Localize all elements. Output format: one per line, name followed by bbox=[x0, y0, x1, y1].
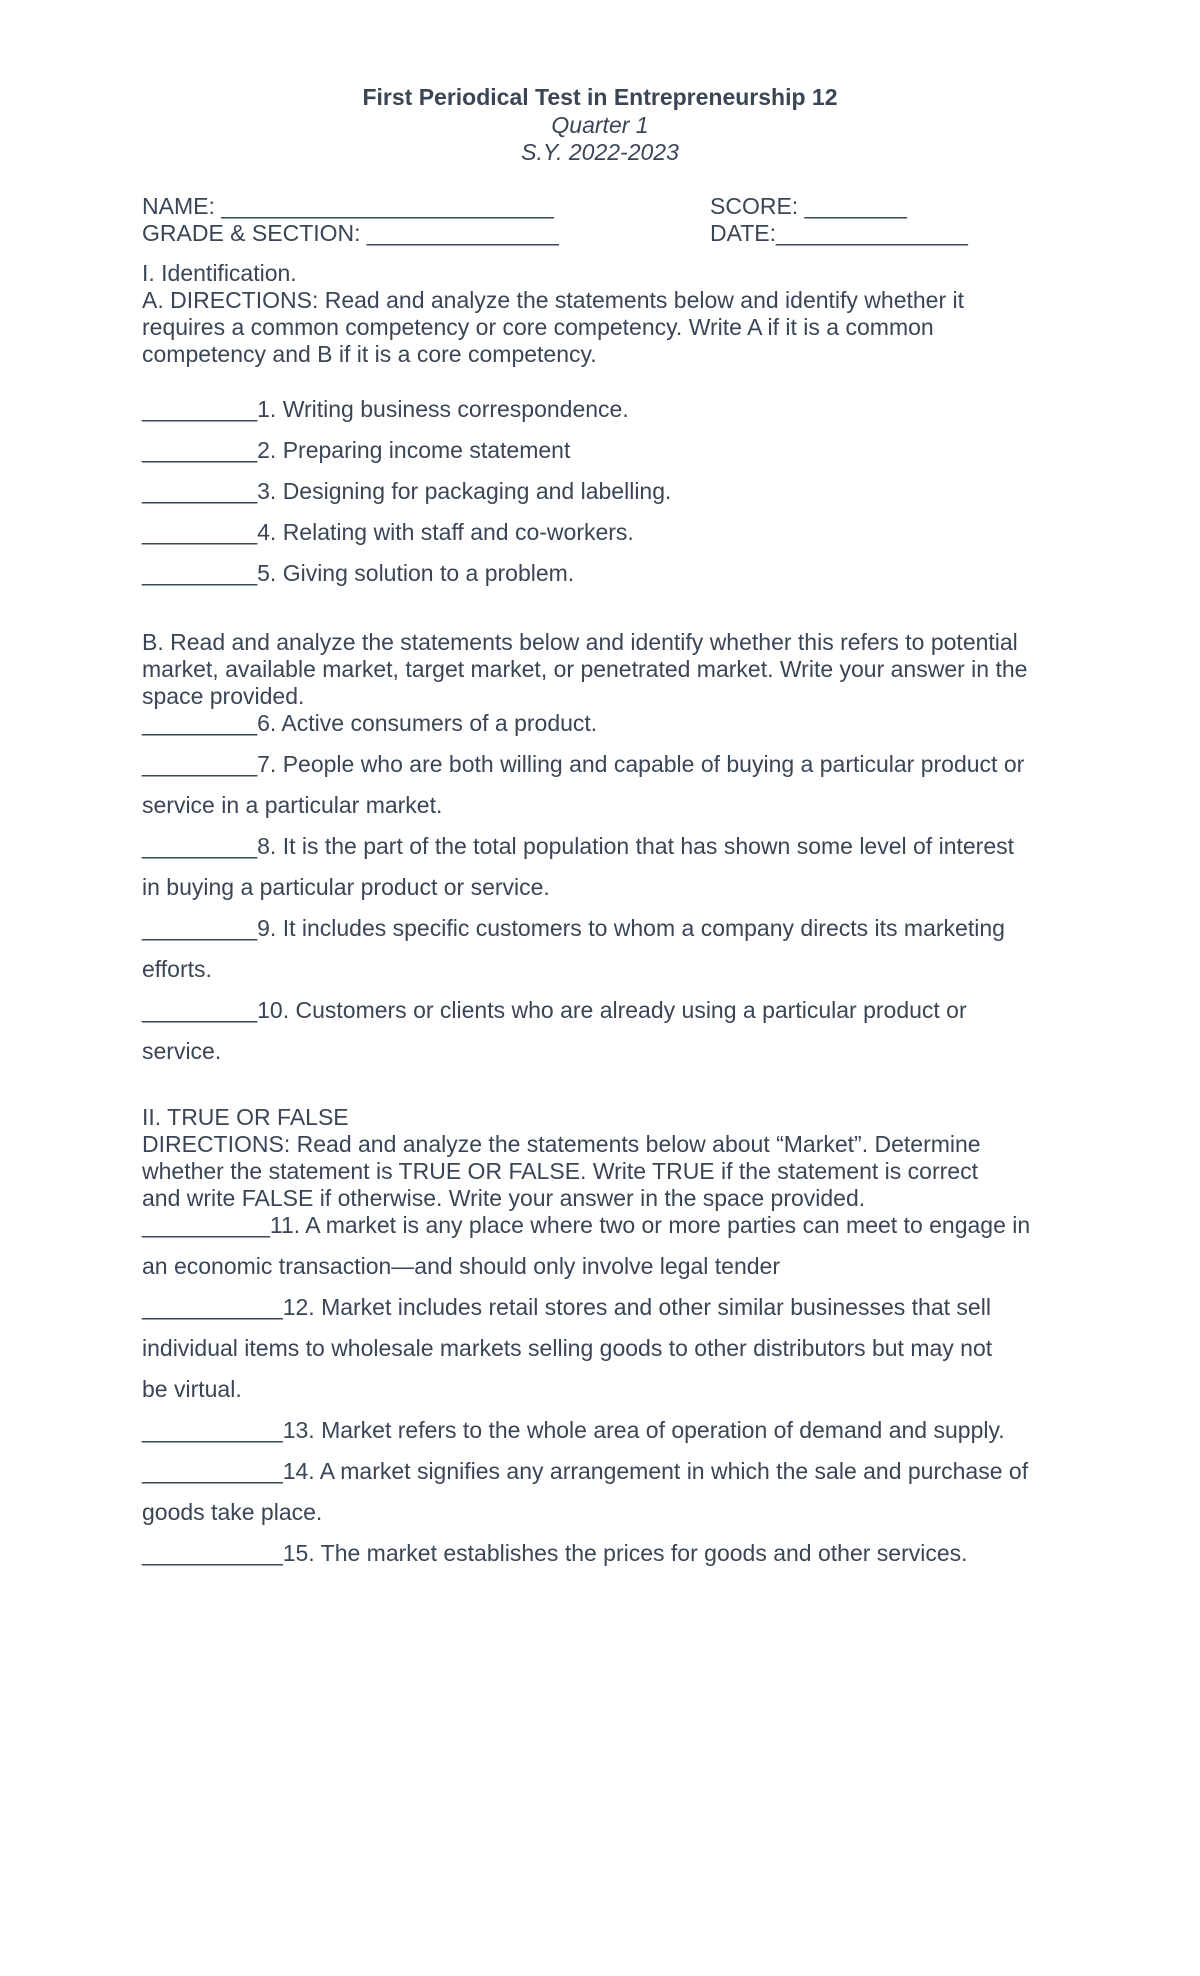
directions-b-line: market, available market, target market, or penetrated market. Write your answer in the bbox=[142, 656, 1028, 682]
grade-section-field: GRADE & SECTION: _______________ bbox=[142, 220, 559, 246]
question-6: _________6. Active consumers of a product. bbox=[142, 710, 598, 736]
directions-a-line: A. DIRECTIONS: Read and analyze the statements below and identify whether it bbox=[142, 287, 965, 313]
part2-directions-line: and write FALSE if otherwise. Write your answer in the space provided. bbox=[142, 1185, 866, 1211]
directions-b-line: B. Read and analyze the statements below and identify whether this refers to potential bbox=[142, 629, 1018, 655]
question-8-continued: in buying a particular product or service. bbox=[142, 874, 550, 900]
directions-b-line: space provided. bbox=[142, 683, 305, 709]
part2-directions-line: DIRECTIONS: Read and analyze the statements below about “Market”. Determine bbox=[142, 1131, 981, 1157]
question-1: _________1. Writing business correspondence. bbox=[142, 396, 629, 422]
part1-heading: I. Identification. bbox=[142, 260, 297, 286]
question-11: __________11. A market is any place where two or more parties can meet to engage in bbox=[142, 1212, 1031, 1238]
question-14-continued: goods take place. bbox=[142, 1499, 323, 1525]
part2-directions-line: whether the statement is TRUE OR FALSE. Write TRUE if the statement is correct bbox=[142, 1158, 978, 1184]
question-9-continued: efforts. bbox=[142, 956, 212, 982]
question-11-continued: an economic transaction—and should only involve legal tender bbox=[142, 1253, 781, 1279]
question-3: _________3. Designing for packaging and labelling. bbox=[142, 478, 672, 504]
question-15: ___________15. The market establishes the prices for goods and other services. bbox=[142, 1540, 968, 1566]
score-field: SCORE: ________ bbox=[710, 193, 907, 219]
question-7: _________7. People who are both willing and capable of buying a particular product or bbox=[142, 751, 1025, 777]
question-10-continued: service. bbox=[142, 1038, 222, 1064]
quarter-label: Quarter 1 bbox=[551, 112, 649, 138]
directions-a-line: competency and B if it is a core competency. bbox=[142, 341, 597, 367]
question-4: _________4. Relating with staff and co-workers. bbox=[142, 519, 634, 545]
question-5: _________5. Giving solution to a problem. bbox=[142, 560, 575, 586]
question-9: _________9. It includes specific customers to whom a company directs its marketing bbox=[142, 915, 1005, 941]
name-field: NAME: __________________________ bbox=[142, 193, 554, 219]
part2-heading: II. TRUE OR FALSE bbox=[142, 1104, 349, 1130]
question-12-continued: individual items to wholesale markets selling goods to other distributors but may not bbox=[142, 1335, 993, 1361]
question-8: _________8. It is the part of the total population that has shown some level of interest bbox=[142, 833, 1015, 859]
question-12: ___________12. Market includes retail stores and other similar businesses that sell bbox=[142, 1294, 991, 1320]
question-10: _________10. Customers or clients who are already using a particular product or bbox=[142, 997, 967, 1023]
directions-a-line: requires a common competency or core competency. Write A if it is a common bbox=[142, 314, 934, 340]
date-field: DATE:_______________ bbox=[710, 220, 968, 246]
test-title: First Periodical Test in Entrepreneurship 12 bbox=[362, 84, 838, 110]
question-12-continued: be virtual. bbox=[142, 1376, 242, 1402]
question-7-continued: service in a particular market. bbox=[142, 792, 443, 818]
question-13: ___________13. Market refers to the whole area of operation of demand and supply. bbox=[142, 1417, 1005, 1443]
question-14: ___________14. A market signifies any arrangement in which the sale and purchase of bbox=[142, 1458, 1029, 1484]
question-2: _________2. Preparing income statement bbox=[142, 437, 571, 463]
school-year-label: S.Y. 2022-2023 bbox=[521, 139, 679, 165]
